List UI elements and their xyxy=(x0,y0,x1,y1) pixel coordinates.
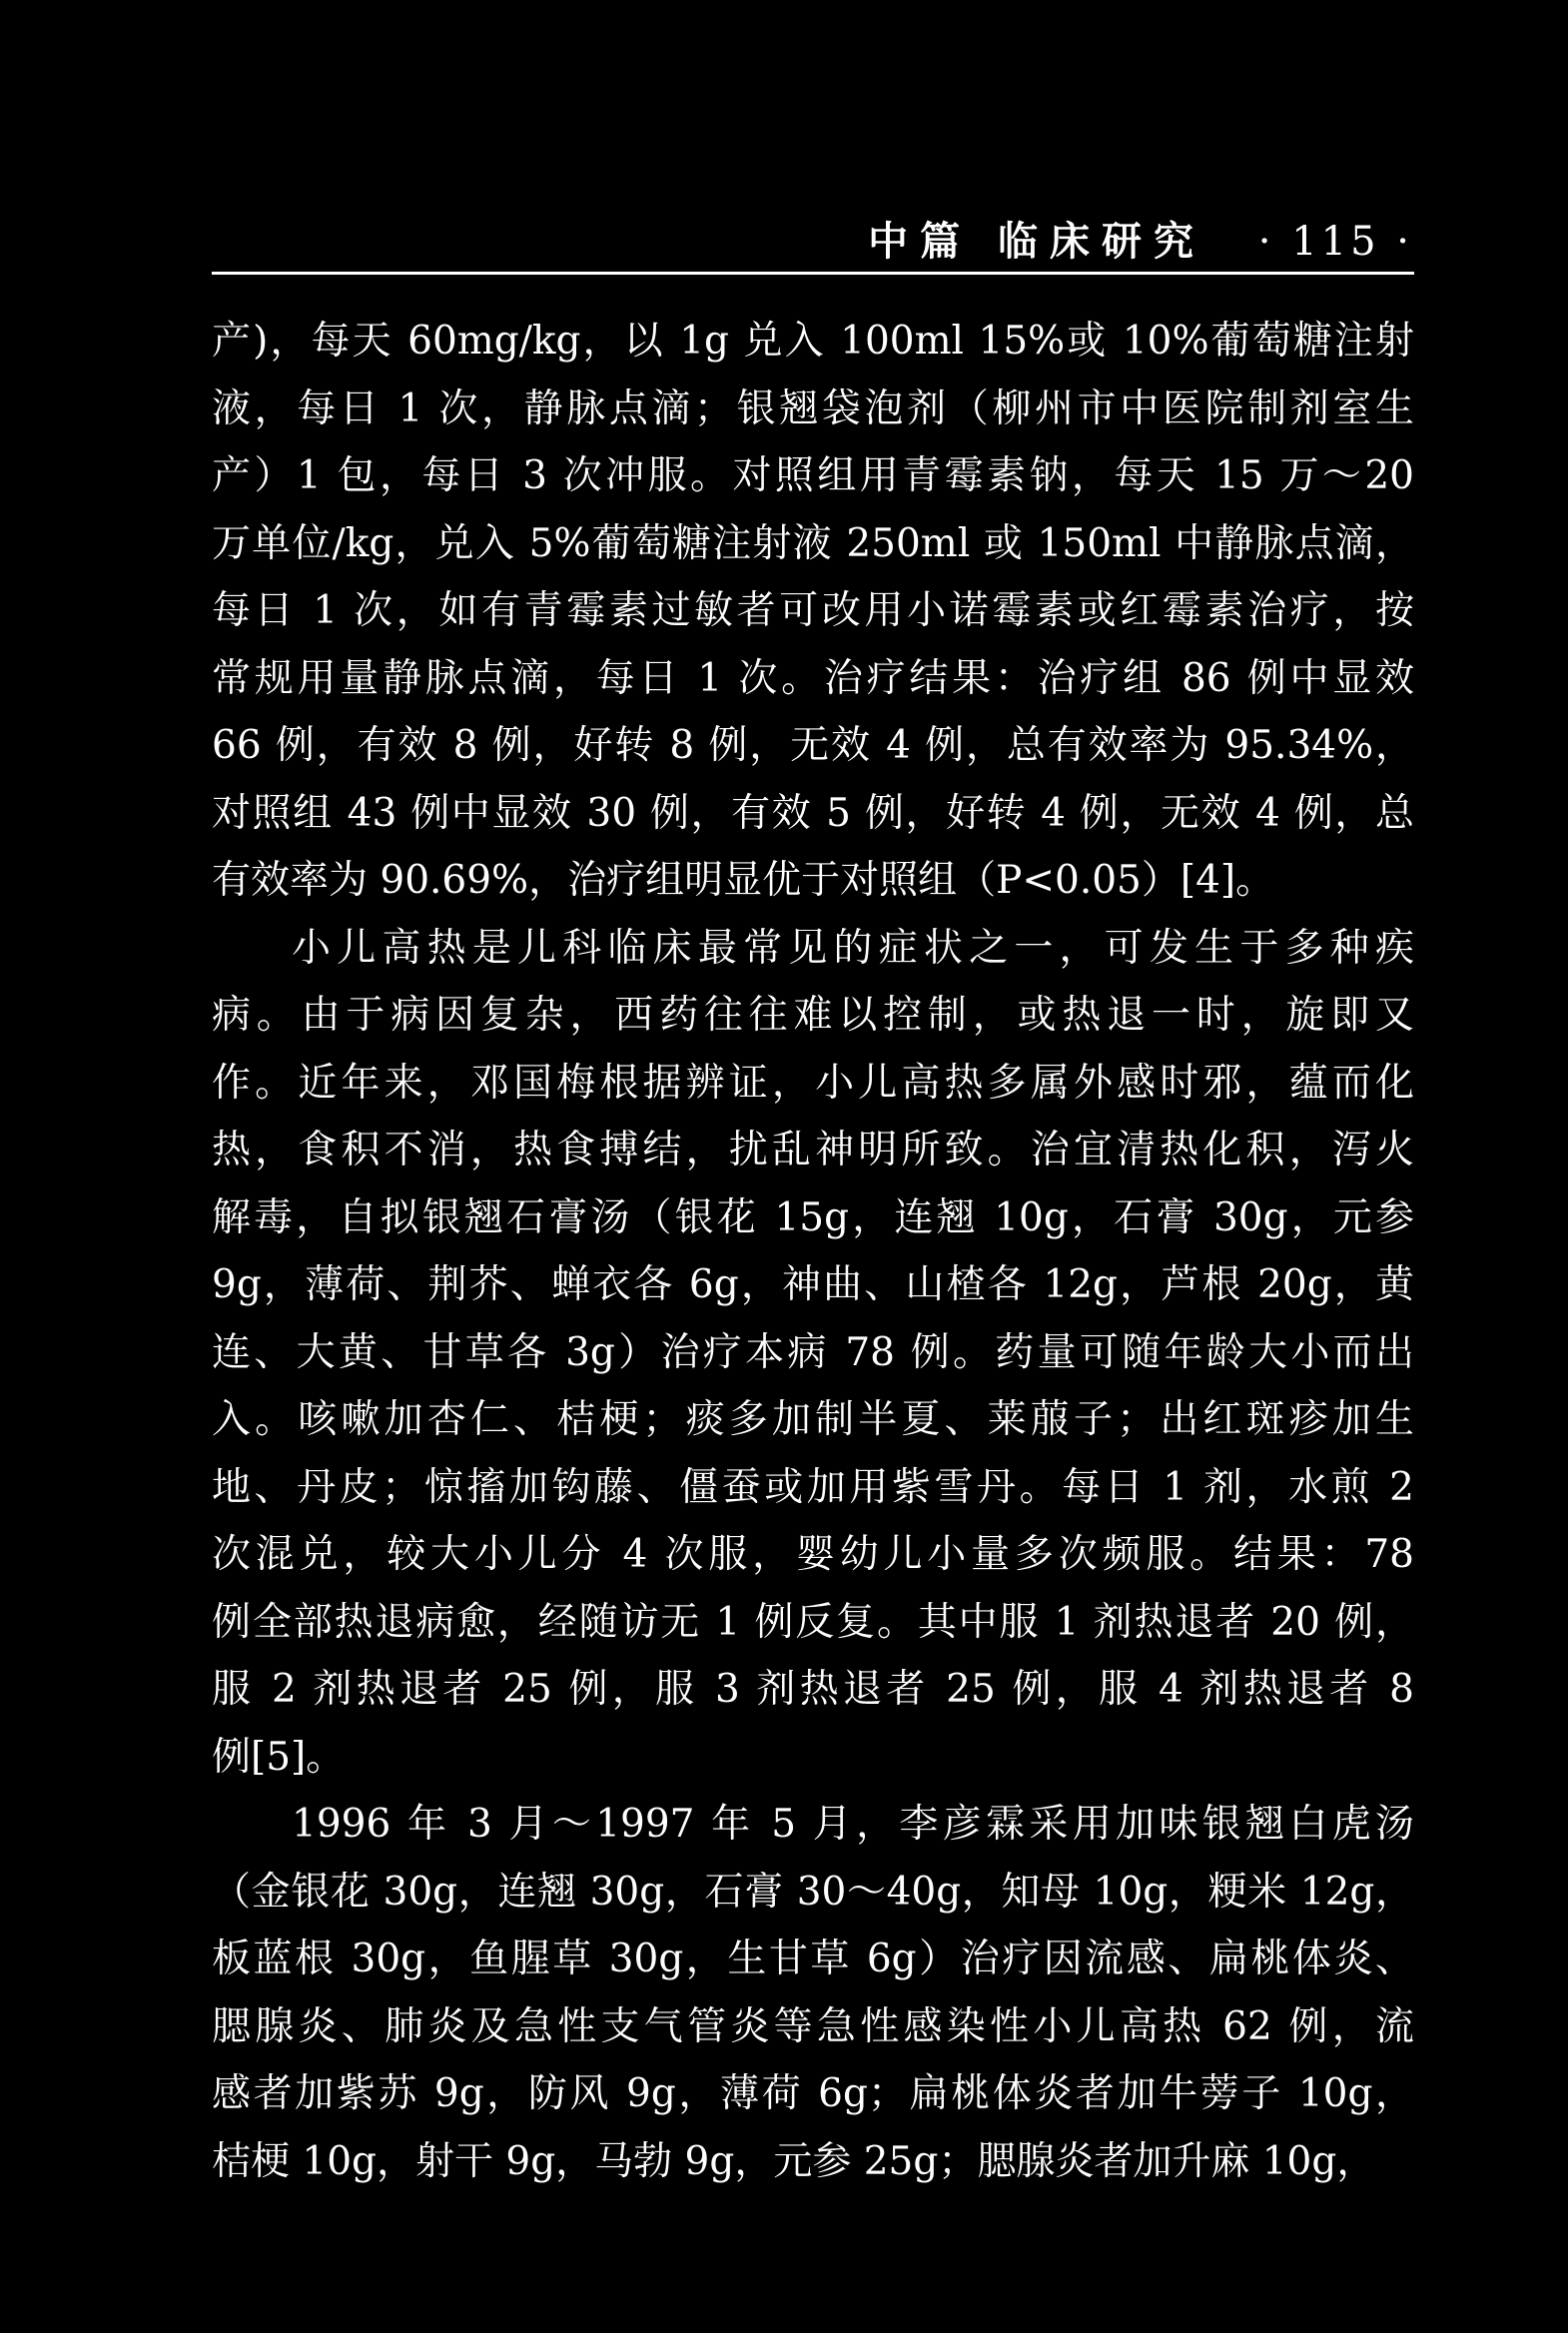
paragraph xyxy=(212,308,1414,915)
page-number: · 115 · xyxy=(1257,219,1413,265)
paragraph xyxy=(212,1791,1414,2195)
text-line: 连、大黄、甘草各 3g）治疗本病 78 例。药量可随年龄大小而出 xyxy=(212,1329,1414,1375)
paragraph xyxy=(212,915,1414,1792)
text-line: 产）1 包，每日 3 次冲服。对照组用青霉素钠，每天 15 万～20 xyxy=(212,453,1414,498)
text-line: 地、丹皮；惊搐加钩藤、僵蚕或加用紫雪丹。每日 1 剂，水煎 2 xyxy=(212,1464,1414,1510)
text-line: 9g，薄荷、荆芥、蝉衣各 6g，神曲、山楂各 12g，芦根 20g，黄 xyxy=(212,1262,1414,1307)
text-line: 板蓝根 30g，鱼腥草 30g，生甘草 6g）治疗因流感、扁桃体炎、 xyxy=(212,1937,1414,1981)
text-line: 次混兑，较大小儿分 4 次服，婴幼儿小量多次频服。结果：78 xyxy=(212,1532,1414,1577)
header-rule xyxy=(212,272,1414,275)
text-line: 产)，每天 60mg/kg，以 1g 兑入 100ml 15%或 10%葡萄糖注射 xyxy=(212,319,1414,364)
text-line: 常规用量静脉点滴，每日 1 次。治疗结果：治疗组 86 例中显效 xyxy=(212,655,1414,701)
text-line: 每日 1 次，如有青霉素过敏者可改用小诺霉素或红霉素治疗，按 xyxy=(212,588,1414,633)
text-line: 桔梗 10g，射干 9g，马勃 9g，元参 25g；腮腺炎者加升麻 10g， xyxy=(212,2138,1376,2184)
text-line: 感者加紫苏 9g，防风 9g，薄荷 6g；扁桃体炎者加牛蒡子 10g， xyxy=(212,2071,1414,2116)
text-line: 1996 年 3 月～1997 年 5 月，李彦霖采用加味银翘白虎汤 xyxy=(292,1802,1414,1847)
text-line: 66 例，有效 8 例，好转 8 例，无效 4 例，总有效率为 95.34%， xyxy=(212,723,1414,768)
text-line: 解毒，自拟银翘石膏汤（银花 15g，连翘 10g，石膏 30g，元参 xyxy=(212,1194,1414,1240)
body-text xyxy=(212,308,1414,2195)
text-line: 例全部热退病愈，经随访无 1 例反复。其中服 1 剂热退者 20 例， xyxy=(212,1599,1414,1645)
text-line: 例[5]。 xyxy=(212,1734,346,1780)
text-line: 腮腺炎、肺炎及急性支气管炎等急性感染性小儿高热 62 例，流 xyxy=(212,2003,1414,2049)
text-line: 入。咳嗽加杏仁、桔梗；痰多加制半夏、莱菔子；出红斑疹加生 xyxy=(212,1397,1414,1442)
text-line: 对照组 43 例中显效 30 例，有效 5 例，好转 4 例，无效 4 例，总 xyxy=(212,790,1414,836)
text-line: 有效率为 90.69%，治疗组明显优于对照组（P<0.05）[4]。 xyxy=(212,858,1275,903)
text-line: 服 2 剂热退者 25 例，服 3 剂热退者 25 例，服 4 剂热退者 8 xyxy=(212,1667,1414,1712)
text-line: （金银花 30g，连翘 30g，石膏 30～40g，知母 10g，粳米 12g， xyxy=(212,1869,1414,1915)
text-line: 万单位/kg，兑入 5%葡萄糖注射液 250ml 或 150ml 中静脉点滴， xyxy=(212,520,1414,566)
text-line: 液，每日 1 次，静脉点滴；银翘袋泡剂（柳州市中医院制剂室生 xyxy=(212,386,1414,431)
text-line: 小儿高热是儿科临床最常见的症状之一，可发生于多种疾 xyxy=(292,925,1414,971)
running-head xyxy=(210,210,1413,267)
journal-title: 中篇 临床研究 xyxy=(868,218,1206,265)
text-line: 作。近年来，邓国梅根据辨证，小儿高热多属外感时邪，蕴而化 xyxy=(212,1060,1414,1106)
text-line: 病。由于病因复杂，西药往往难以控制，或热退一时，旋即又 xyxy=(212,993,1414,1038)
text-line: 热，食积不消，热食搏结，扰乱神明所致。治宜清热化积，泻火 xyxy=(212,1128,1414,1172)
